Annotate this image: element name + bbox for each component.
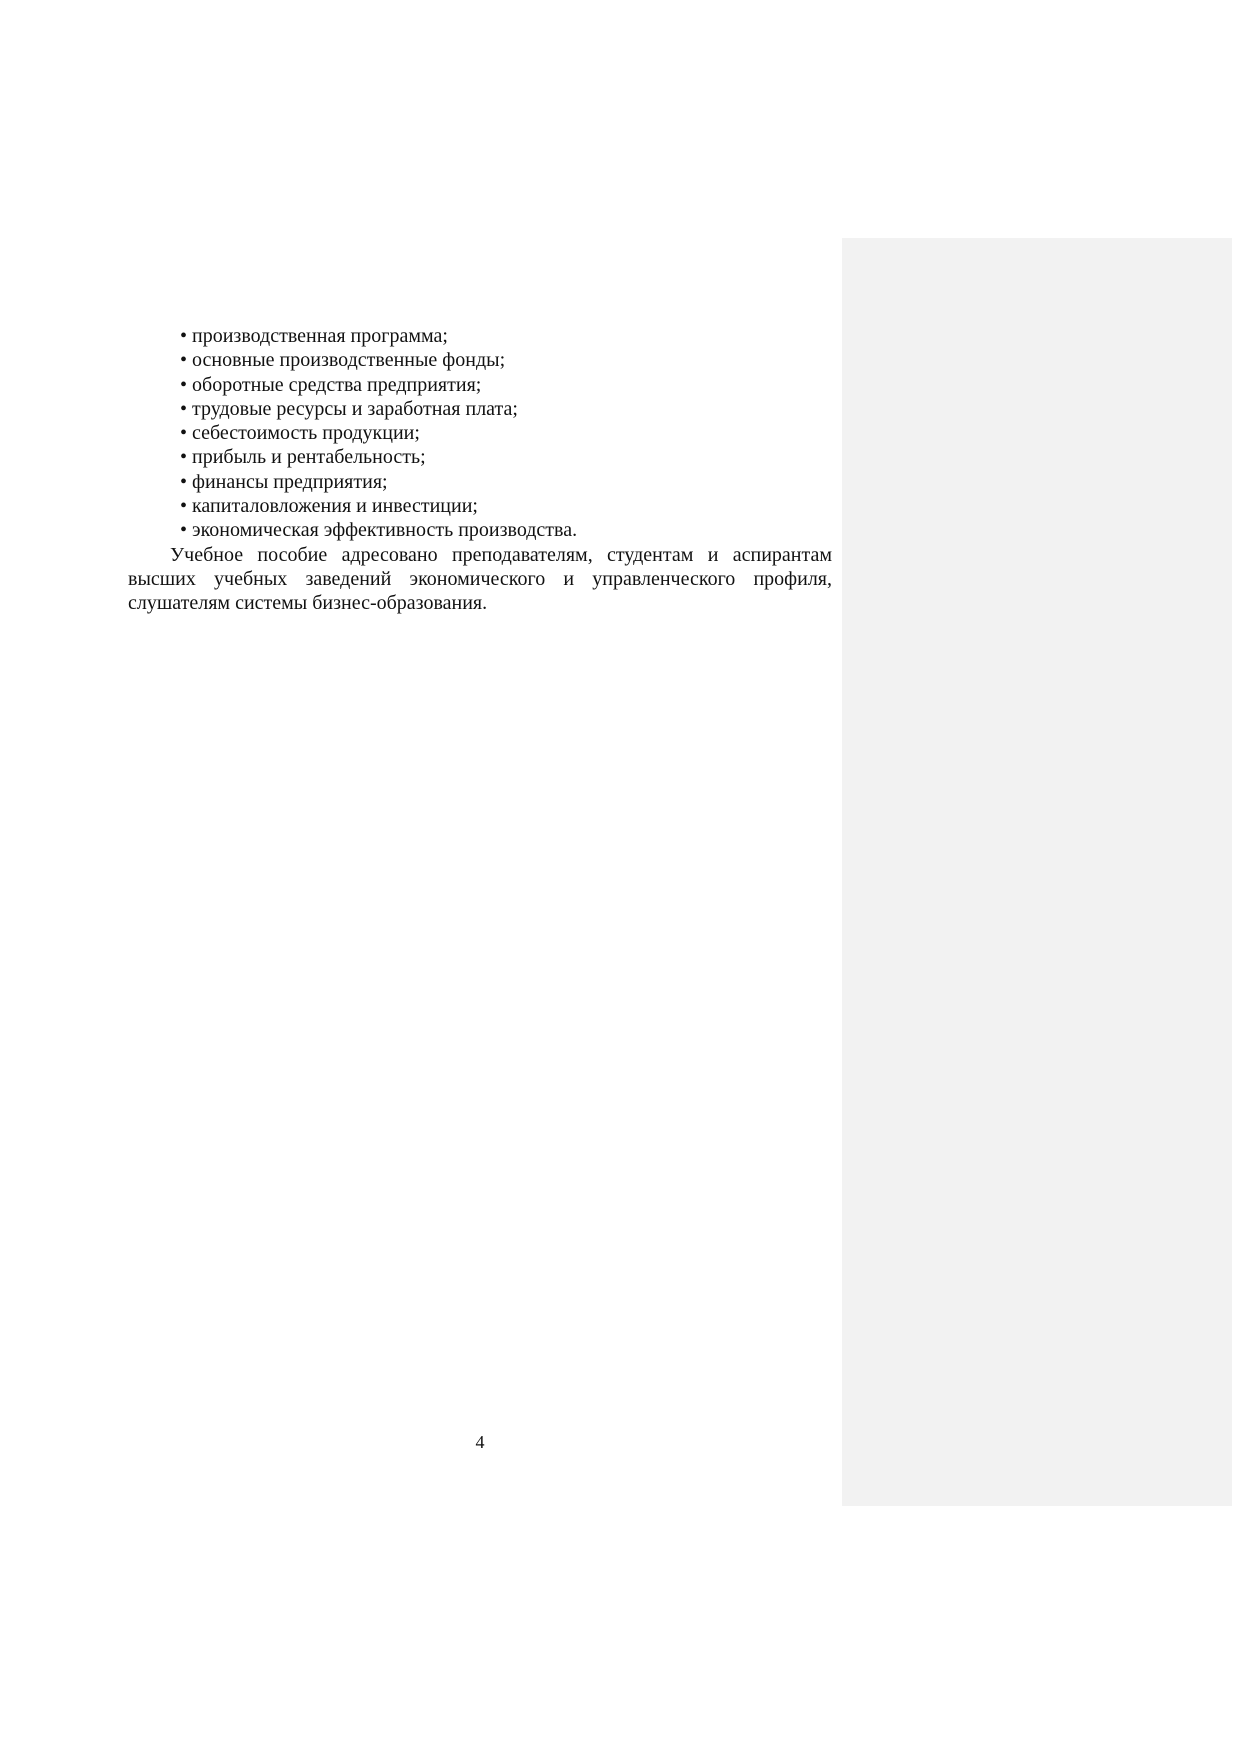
page-content bbox=[128, 324, 832, 616]
list-item bbox=[128, 373, 832, 397]
list-item bbox=[128, 518, 832, 542]
page-number: 4 bbox=[475, 1432, 485, 1452]
list-item-text: производственная программа; bbox=[192, 325, 448, 347]
body-paragraph: Учебное пособие адресовано преподавателям, студентам и аспирантам высших учебных заведений экономического и управленческого профиля, слушателям системы бизнес-образования. bbox=[128, 543, 832, 615]
bullet-marker: • bbox=[180, 470, 188, 493]
bullet-marker: • bbox=[180, 446, 188, 469]
bullet-marker: • bbox=[180, 495, 188, 518]
bullet-marker: • bbox=[180, 422, 188, 445]
list-item bbox=[128, 494, 832, 518]
bullet-marker: • bbox=[180, 397, 188, 420]
list-item bbox=[128, 324, 832, 348]
list-item-text: капиталовложения и инвестиции; bbox=[192, 495, 478, 518]
bullet-list bbox=[128, 324, 832, 543]
list-item-text: трудовые ресурсы и заработная плата; bbox=[192, 397, 518, 420]
list-item bbox=[128, 470, 832, 494]
comment-margin-pane bbox=[842, 238, 1232, 1506]
bullet-marker: • bbox=[180, 373, 188, 396]
bullet-marker: • bbox=[180, 349, 188, 372]
list-item bbox=[128, 445, 832, 469]
list-item bbox=[128, 421, 832, 445]
bullet-marker: • bbox=[180, 519, 188, 542]
list-item-text: основные производственные фонды; bbox=[192, 349, 506, 372]
list-item-text: экономическая эффективность производства. bbox=[192, 519, 578, 542]
list-item-text: оборотные средства предприятия; bbox=[192, 373, 482, 396]
list-item bbox=[128, 397, 832, 421]
list-item bbox=[128, 348, 832, 372]
list-item-text: финансы предприятия; bbox=[192, 470, 388, 493]
list-item-text: себестоимость продукции; bbox=[192, 422, 420, 445]
bullet-marker: • bbox=[180, 325, 188, 347]
list-item-text: прибыль и рентабельность; bbox=[192, 446, 426, 469]
